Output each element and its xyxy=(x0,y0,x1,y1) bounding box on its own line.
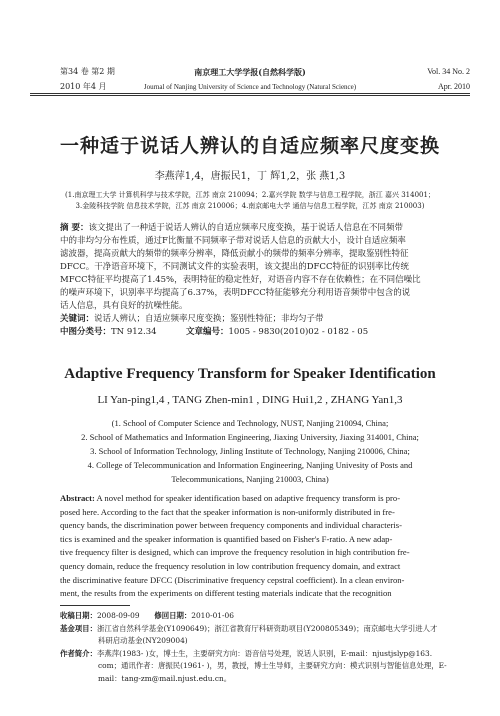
journal-title-en: Journal of Nanjing University of Science and Technology (Natural Science) xyxy=(143,83,357,91)
header-rule-thin xyxy=(30,95,470,96)
abstract-en-label: Abstract: xyxy=(60,493,95,503)
affiliation-en: 2. School of Mathematics and Information Engineering, Jiaxing University, Jiaxing 314001, China; xyxy=(81,432,419,442)
authors-cn: 李燕萍1,4，唐振民1，丁 辉1,2，张 燕1,3 xyxy=(154,171,346,182)
affiliation-en: Telecommunications, Nanjing 210003, China) xyxy=(171,474,329,484)
abstract-cn xyxy=(60,222,460,339)
footnotes xyxy=(60,610,470,685)
header-rule xyxy=(30,93,470,94)
journal-title-cn: 南京理工大学学报(自然科学版) xyxy=(194,67,306,77)
affiliation-cn-2: 3.金陵科技学院 信息技术学院，江苏 南京 210006；4.南京邮电大学 通信与信息工程学院，江苏 南京 210003) xyxy=(75,202,425,210)
keywords-cn-label: 关键词： xyxy=(60,314,95,324)
affiliation-en: 3. School of Information Technology, Jinling Institute of Technology, Nanjing 210006, China; xyxy=(90,446,410,456)
paper-title-cn: 一种适于说话人辨认的自适应频率尺度变换 xyxy=(59,135,440,157)
affiliation-cn-1: (1.南京理工大学 计算机科学与技术学院，江苏 南京 210094；2.嘉兴学院 数学与信息工程学院，浙江 嘉兴 314001； xyxy=(65,191,435,199)
abstract-en xyxy=(60,492,460,601)
affiliation-en: 4. College of Telecommunication and Information Engineering, Nanjing Univesity of Posts and xyxy=(87,460,413,470)
abstract-en-line: quency bands, the discrimination power between frequency components and individual characteris- xyxy=(60,520,402,531)
paper-title-en: Adaptive Frequency Transform for Speaker Identification xyxy=(64,366,436,382)
abstract-en-line: tive frequency filter is designed, which can improve the frequency resolution in high contribution fre- xyxy=(60,547,410,558)
abstract-cn-label: 摘 要： xyxy=(60,223,89,233)
abstract-en-line: posed here. According to the fact that the speaker information is non-uniformly distributed in fre- xyxy=(60,506,395,517)
authors-en: LI Yan-ping1,4 , TANG Zhen-min1 , DING Hui1,2 , ZHANG Yan1,3 xyxy=(97,394,403,406)
abstract-en-line: tics is examined and the speaker information is quantified based on Fisher's F-ratio. A new adap- xyxy=(60,533,393,544)
author-bio-line-cont: mail：tang-zm@mail.njust.edu.cn。 xyxy=(98,673,232,683)
date-en: Apr. 2010 xyxy=(438,82,470,91)
volume-issue-cn: 第34 卷 第2 期 xyxy=(60,67,115,76)
abstract-cn-line: 中的非均匀分布性质，通过F比衡量不同频率子带对说话人信息的贡献大小，设计自适应频率 xyxy=(60,236,406,246)
author-bio-line-cont: com；通讯作者：唐振民(1961- )，男，教授，博士生导师，主要研究方向：模式识别与智能信息处理，E- xyxy=(98,661,447,670)
date-cn: 2010 年4 月 xyxy=(60,82,107,91)
fund-line: 基金项目：浙江省自然科学基金(Y1090649)；浙江省教育厅科研资助项目(Y200805349)；南京邮电大学引进人才 xyxy=(60,623,438,633)
abstract-cn-line: DFCC。干净语音环境下，不同测试文件的实验表明，该文提出的DFCC特征的识别率比传统 xyxy=(60,262,409,272)
abstract-en-line: Abstract: A novel method for speaker identification based on adaptive frequency transform is pro- xyxy=(60,493,401,503)
affiliations-en xyxy=(20,416,480,486)
abstract-cn-line: 的噪声环境下，识别率平均提高了6.37%，表明DFCC特征能够充分利用语音频带中包含的说 xyxy=(60,288,411,298)
classification-line: 中图分类号：TN 912.34 文章编号：1005 - 9830(2010)02 - 0182 - 05 xyxy=(60,327,369,337)
abstract-en-line: the discriminative feature DFCC (Discriminative frequency cepstral coefficient). In a clean environ- xyxy=(60,574,405,585)
abstract-cn-line: MFCC特征平均提高了1.45%，表明特征的稳定性好，对语音内容不存在依赖性；在不同信噪比 xyxy=(60,275,421,285)
affiliation-en: (1. School of Computer Science and Technology, NUST, Nanjing 210094, China; xyxy=(111,418,389,428)
abstract-cn-line: 滤波器，提高贡献大的频带的频率分辨率，降低贡献小的频带的频率分辨率，提取鉴别性特征 xyxy=(60,249,409,259)
volume-issue-en: Vol. 34 No. 2 xyxy=(427,67,470,76)
author-bio-line: 作者简介：李燕萍(1983- )女，博士生，主要研究方向：语音信号处理，说话人识别，E-mail：njustjslyp@163. xyxy=(60,648,433,658)
abstract-en-line: quency domain, reduce the frequency resolution in low contribution frequency domain, and extract xyxy=(60,560,401,571)
fund-line-cont: 科研启动基金(NY209004) xyxy=(98,636,188,645)
abstract-en-line: ment, the results from the experiments on different testing materials indicate that the recognition xyxy=(60,588,392,599)
abstract-cn-line: 话人信息，具有良好的抗噪性能。 xyxy=(60,301,188,311)
abstract-cn-line: 摘 要：该文提出了一种适于说话人辨认的自适应频率尺度变换，基于说话人信息在不同频带 xyxy=(60,223,403,233)
received-line: 收稿日期：2008-09-09 修回日期：2010-01-06 xyxy=(60,611,234,620)
keywords-cn: 关键词：说话人辨认；自适应频率尺度变换；鉴别性特征；非均匀子带 xyxy=(60,314,324,324)
footnote-rule xyxy=(60,605,130,606)
